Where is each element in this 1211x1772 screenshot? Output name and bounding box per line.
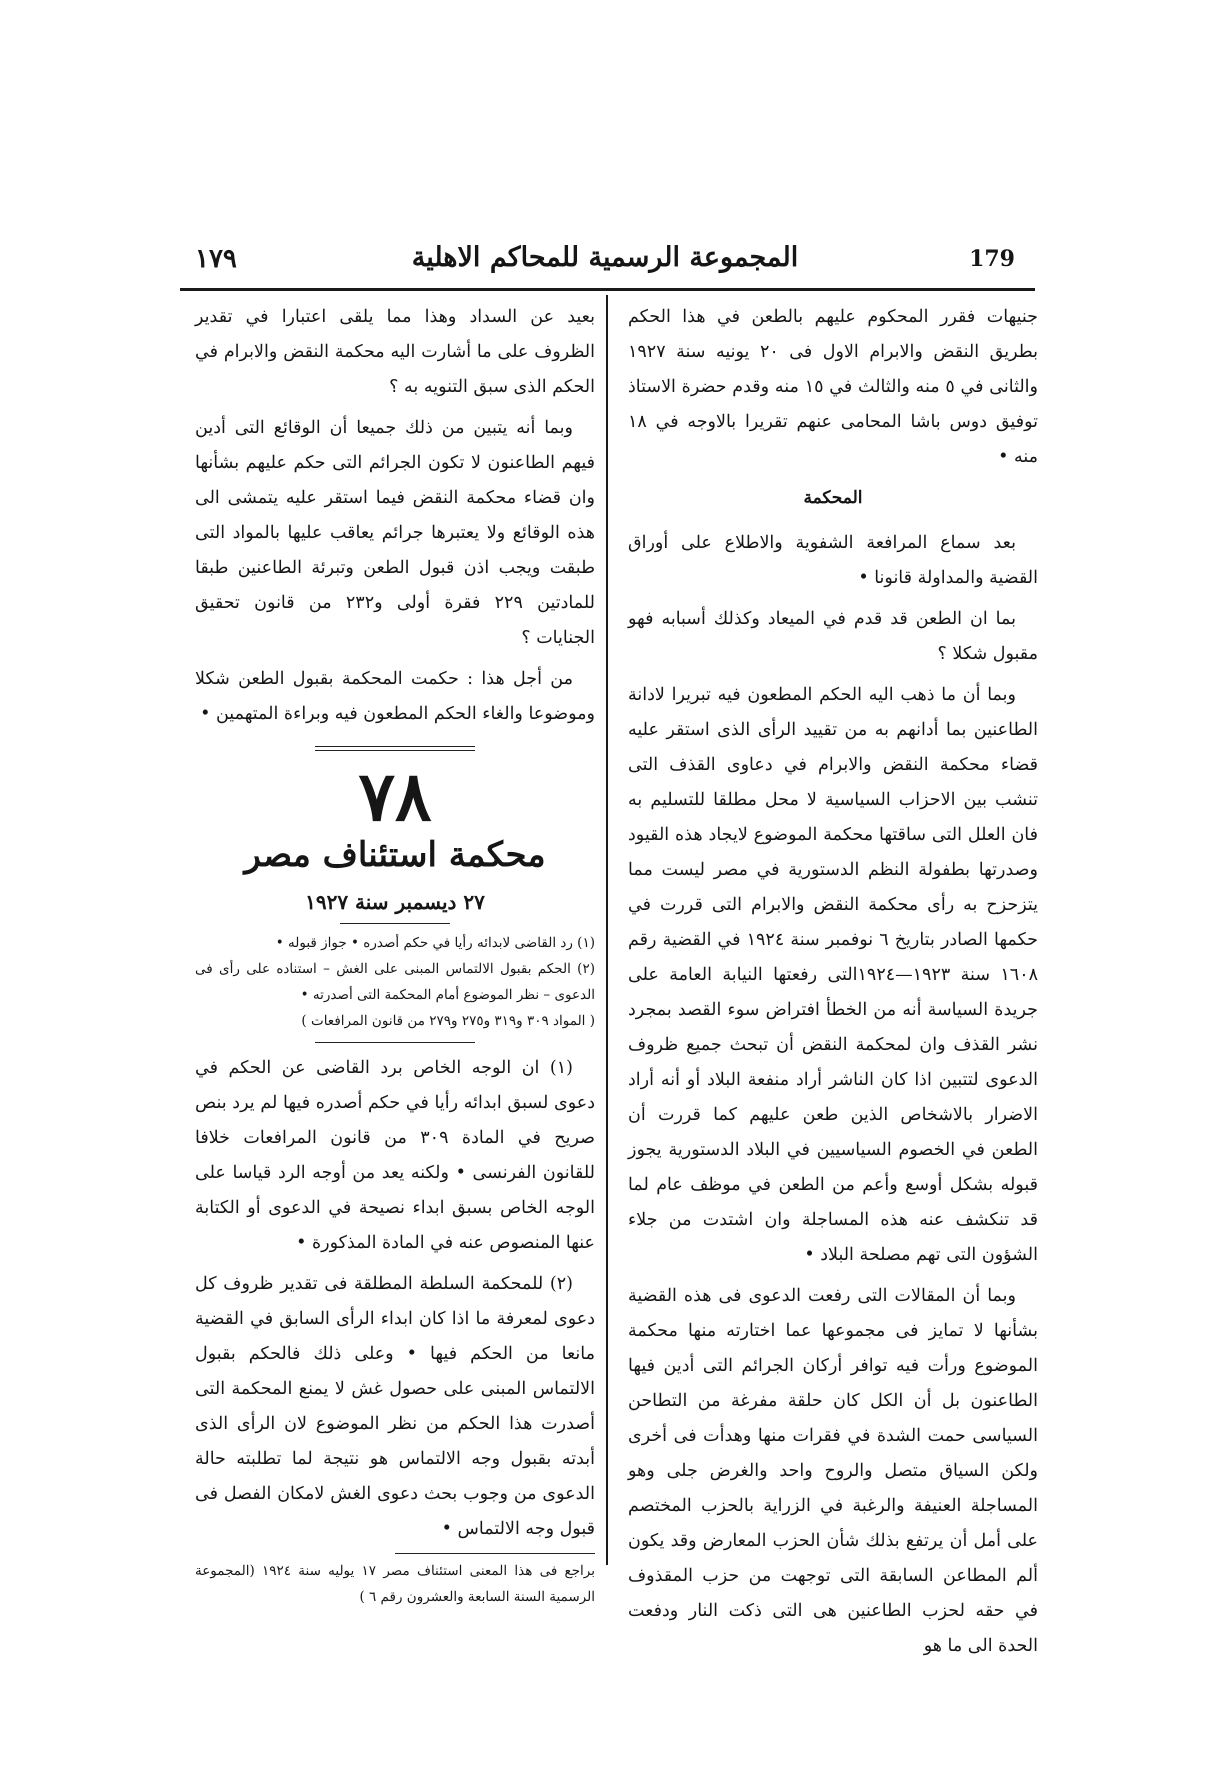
header-rule	[180, 288, 1035, 291]
summary-item: (٢) الحكم بقبول الالتماس المبنى على الغش – استناده على رأى فى الدعوى – نظر الموضوع أمام المحكمة التى أصدرته •	[195, 961, 595, 1003]
paragraph: وبما أن المقالات التى رفعت الدعوى فى هذه القضية بشأنها لا تمايز فى مجموعها عما اختارته منها محكمة الموضوع ورأت فيه توافر أركان الجرائم التى أدين فيها الطاعنون بل أن الكل كان حلقة مفرغة من التطاحن السياسى حمت الشدة في فقرات منها وهدأت فى أخرى ولكن السياق متصل والروح واحد والغرض جلى وهو المساجلة العنيفة والرغبة في الزراية بالحزب المختصم على أمل أن يرتفع بذلك شأن الحزب المعارض وقد يكون ألم المطاعن السابقة التى توجهت من حزب المقذوف في حقه لحزب الطاعنين هى التى ذكت النار ودفعت الحدة الى ما هو	[628, 1286, 1038, 1656]
paragraph: (١) ان الوجه الخاص برد القاضى عن الحكم في دعوى لسبق ابدائه رأيا في حكم أصدره فيها لم يرد بنص صريح في المادة ٣٠٩ من قانون المرافعات خلافا للقانون الفرنسى • ولكنه يعد من أوجه الرد قياسا على الوجه الخاص بسبق ابداء نصيحة في الدعوى أو الكتابة عنها المنصوص عنه في المادة المذكورة •	[195, 1058, 595, 1253]
page-number-latin: 179	[969, 246, 1015, 272]
paragraph: جنيهات فقرر المحكوم عليهم بالطعن في هذا الحكم بطريق النقض والابرام الاول فى ٢٠ يونيه سنة ١٩٢٧ والثانى في ٥ منه والثالث في ١٥ منه وقدم حضرة الاستاذ توفيق دوس باشا المحامى عنهم تقريرا بالاوجه في ١٨ منه •	[628, 307, 1038, 467]
section-separator	[315, 746, 475, 751]
paragraph: بعيد عن السداد وهذا مما يلقى اعتبارا في تقدير الظروف على ما أشارت اليه محكمة النقض والابرام في الحكم الذى سبق التنويه به ؟	[195, 307, 595, 397]
summary-rule	[315, 1042, 475, 1043]
case-summary	[195, 930, 595, 1034]
column-divider	[606, 295, 608, 1565]
date-rule	[340, 923, 450, 924]
paragraph: من أجل هذا : حكمت المحكمة بقبول الطعن شكلا وموضوعا والغاء الحكم المطعون فيه وبراءة المتهمين •	[195, 669, 595, 724]
case-date: ٢٧ ديسمبر سنة ١٩٢٧	[305, 890, 485, 914]
summary-item: (١) رد القاضى لابدائه رأيا في حكم أصدره • جواز قبوله •	[275, 935, 595, 951]
publication-title: المجموعة الرسمية للمحاكم الاهلية	[411, 242, 799, 273]
section-heading: المحكمة	[803, 488, 863, 508]
case-number: ٧٨	[358, 757, 432, 837]
footnote-rule	[395, 1553, 595, 1554]
page-number-arabic: ١٧٩	[195, 244, 237, 274]
running-header	[185, 238, 1025, 280]
court-title: محكمة استئناف مصر	[244, 835, 546, 875]
footnote: براجع فى هذا المعنى استئناف مصر ١٧ يوليه سنة ١٩٢٤ (المجموعة الرسمية السنة السابعة والعشرون رقم ٦ )	[195, 1563, 596, 1605]
paragraph: وبما أن ما ذهب اليه الحكم المطعون فيه تبريرا لادانة الطاعنين بما أدانهم به من تقييد الرأى الذى استقر عليه قضاء محكمة النقض والابرام في دعاوى القذف التى تنشب بين الاحزاب السياسية لا محل مطلقا للتسليم به فان العلل التى ساقتها محكمة الموضوع لايجاد هذه القيود وصدرتها بطفولة النظم الدستورية في مصر ليست مما يتزحزح به رأى محكمة النقض والابرام التى قررت في حكمها الصادر بتاريخ ٦ نوفمبر سنة ١٩٢٤ في القضية رقم ١٦٠٨ سنة ١٩٢٣—١٩٢٤التى رفعتها النيابة العامة على جريدة السياسة أنه من الخطأ افتراض سوء القصد بمجرد نشر القذف وان لمحكمة النقض أن تبحث جميع ظروف الدعوى لتتبين اذا كان الناشر أراد منفعة البلاد أو أنه أراد الاضرار بالاشخاص الذين طعن عليهم كما قررت أن الطعن في الخصوم السياسيين في البلاد الدستورية يجوز قبوله بشكل أوسع وأعم من الطعن في موظف عام لما قد تنكشف عنه هذه المساجلة وان اشتدت من جلاء الشؤون التى تهم مصلحة البلاد •	[628, 685, 1039, 1265]
paragraph: بعد سماع المرافعة الشفوية والاطلاع على أوراق القضية والمداولة قانونا •	[628, 533, 1038, 588]
right-column	[628, 300, 1038, 1670]
summary-articles: ( المواد ٣٠٩ و٣١٩ و٢٧٥ و٢٧٩ من قانون المرافعات )	[301, 1013, 595, 1029]
left-column	[195, 300, 595, 1610]
paragraph: (٢) للمحكمة السلطة المطلقة فى تقدير ظروف كل دعوى لمعرفة ما اذا كان ابداء الرأى السابق في القضية مانعا من الحكم فيها • وعلى ذلك فالحكم بقبول الالتماس المبنى على حصول غش لا يمنع المحكمة التى أصدرت هذا الحكم من نظر الموضوع لان الرأى الذى أبدته بقبول وجه الالتماس هو نتيجة لما تطلبته حالة الدعوى من وجوب بحث دعوى الغش لامكان الفصل فى قبول وجه الالتماس •	[195, 1274, 595, 1539]
paragraph: وبما أنه يتبين من ذلك جميعا أن الوقائع التى أدين فيهم الطاعنون لا تكون الجرائم التى حكم عليهم بشأنها وان قضاء محكمة النقض فيما استقر عليه يتمشى الى هذه الوقائع ولا يعتبرها جرائم يعاقب عليها بالمواد التى طبقت ويجب اذن قبول الطعن وتبرئة الطاعنين طبقا للمادتين ٢٢٩ فقرة أولى و٢٣٢ من قانون تحقيق الجنايات ؟	[195, 418, 595, 648]
paragraph: بما ان الطعن قد قدم في الميعاد وكذلك أسبابه فهو مقبول شكلا ؟	[628, 609, 1038, 664]
